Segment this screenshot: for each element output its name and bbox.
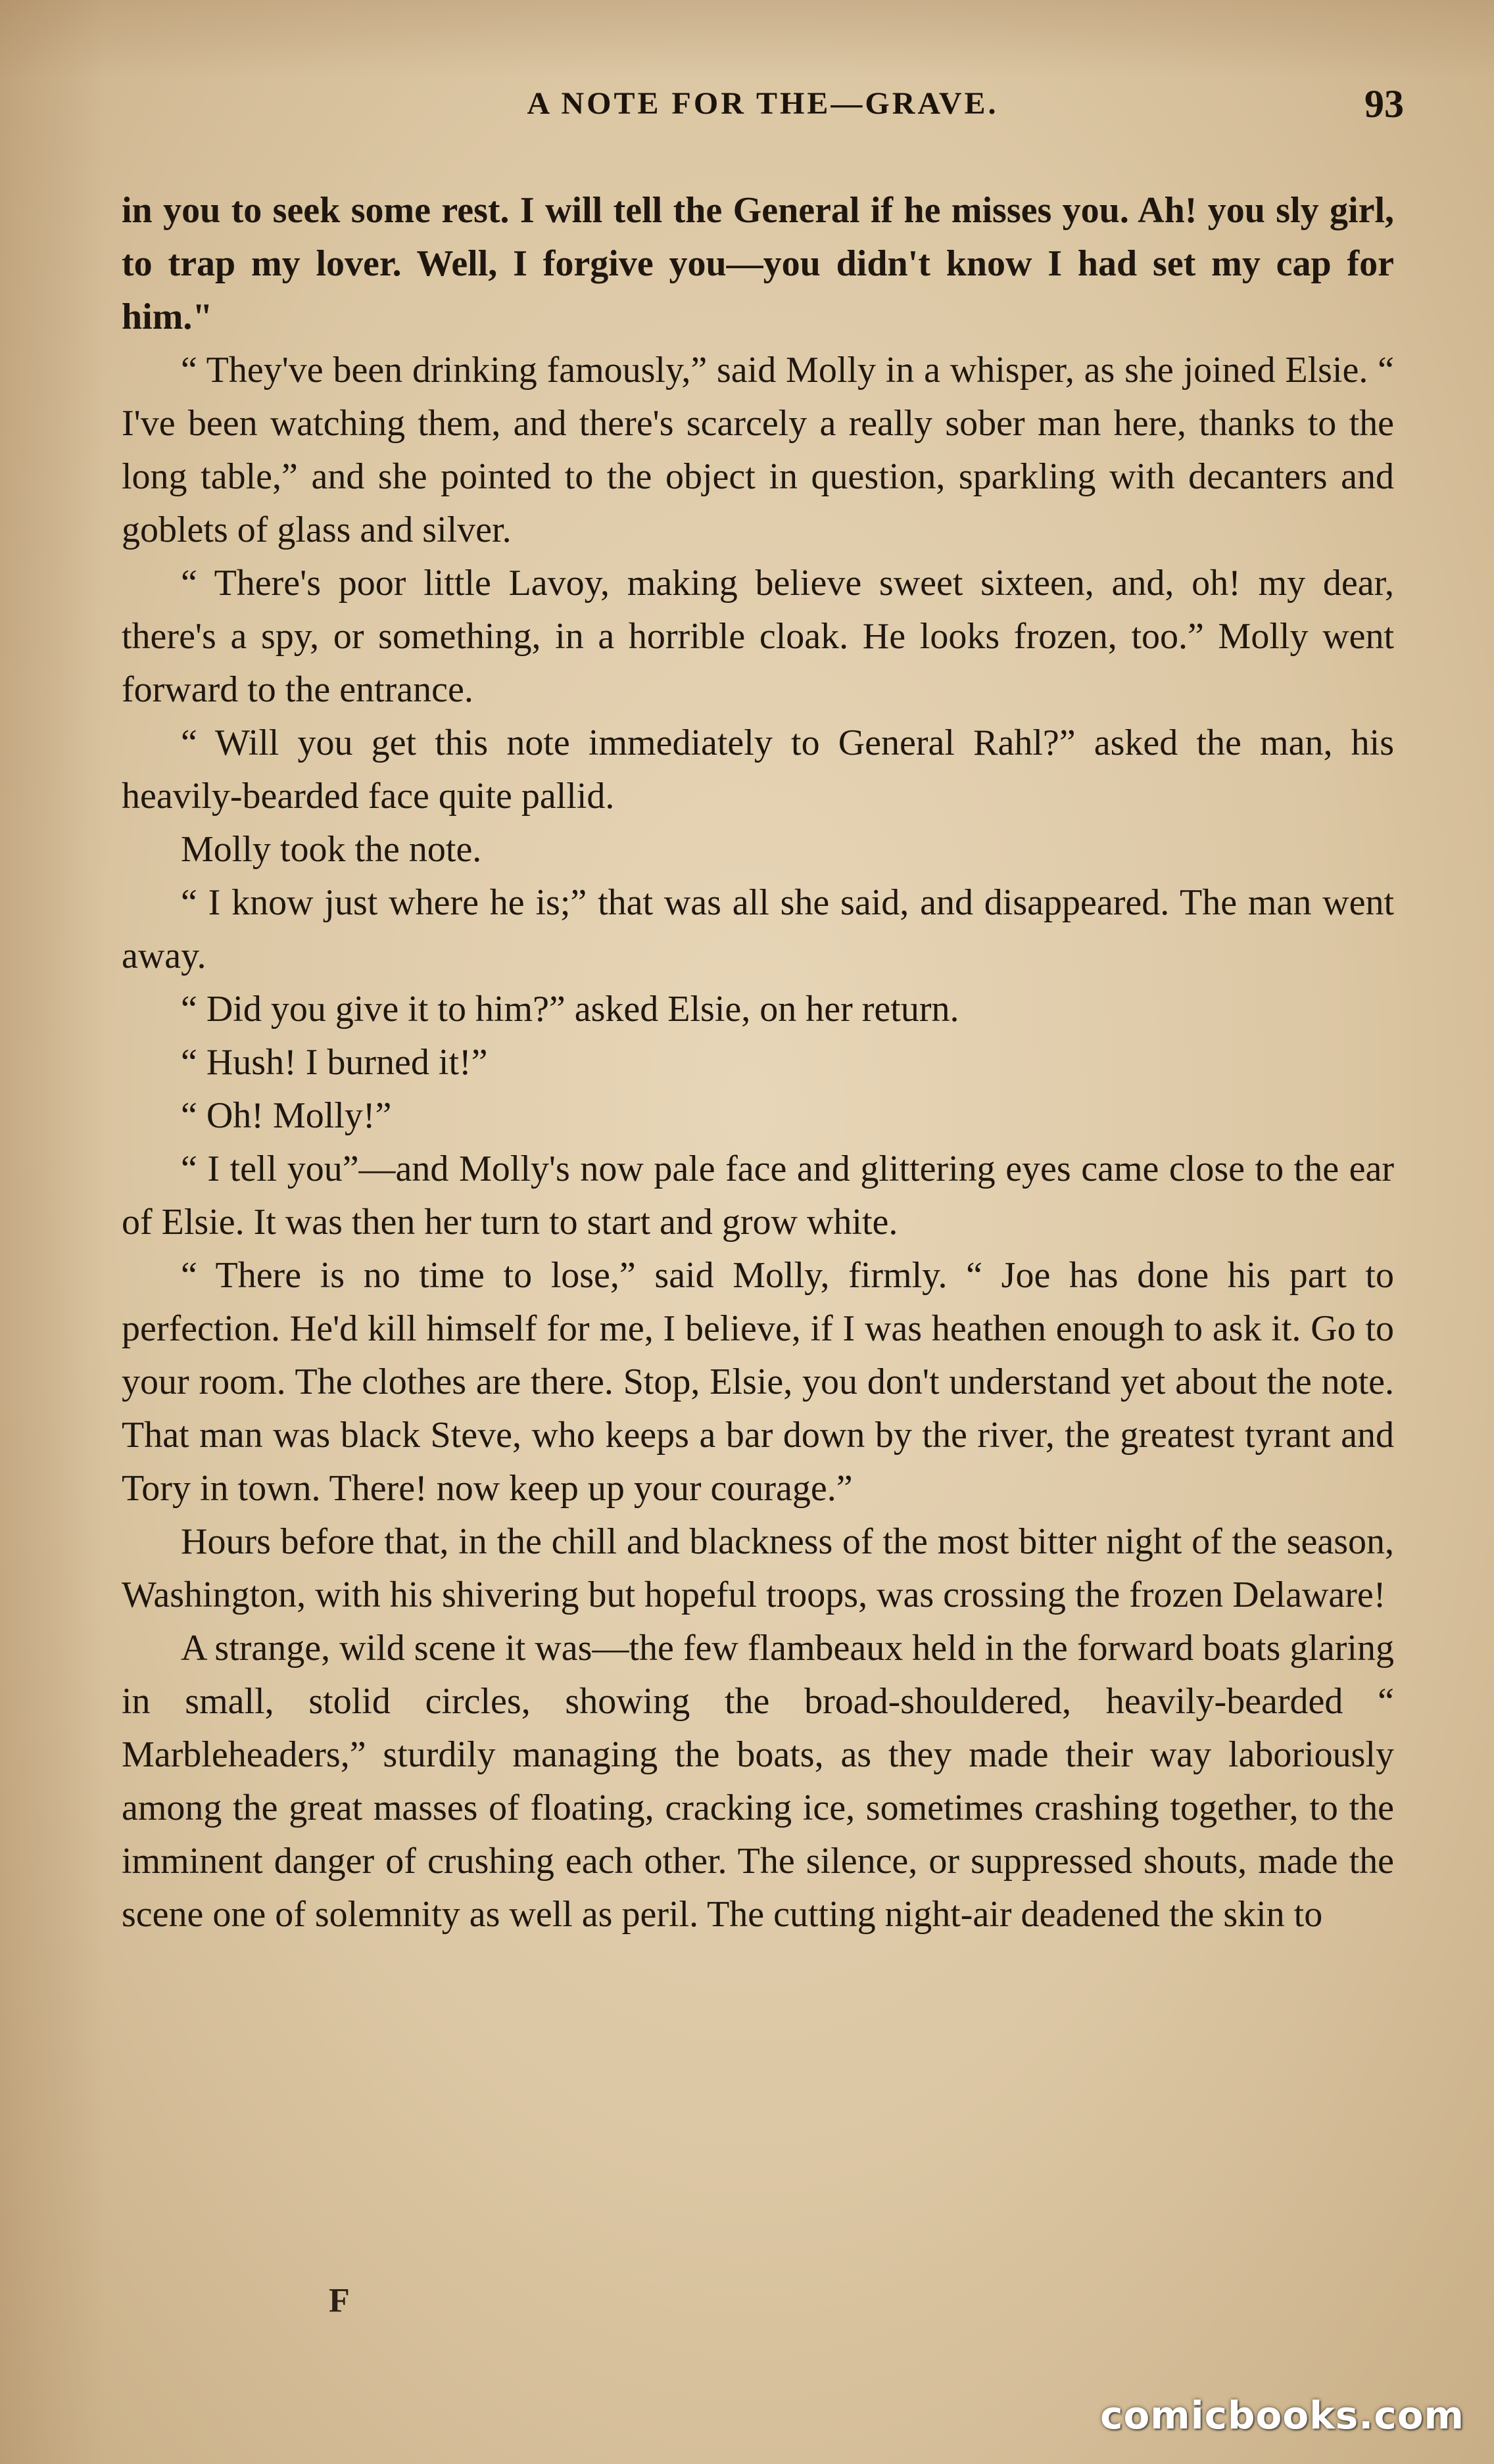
paragraph: “ Did you give it to him?” asked Elsie, on her return. — [181, 989, 959, 1030]
page-edge-shading — [0, 0, 105, 2464]
paragraph-continuation: in you to seek some rest. I will tell the General if he misses you. Ah! you sly girl, to trap my lover. Well, I forgive you—you didn't know I had set my cap for him." — [122, 190, 1394, 337]
paragraph: Hours before that, in the chill and blackness of the most bitter night of the season, Washington, with his shivering but hopeful troops, was crossing the frozen Delaware! — [122, 1521, 1394, 1615]
paragraph: “ There is no time to lose,” said Molly, firmly. “ Joe has done his part to perfection. He'd kill himself for me, I believe, if I was heathen enough to ask it. Go to your room. The clothes are there. Stop, Elsie, you don't understand yet about the note. That man was black Steve, who keeps a bar down by the river, the greatest tyrant and Tory in town. There! now keep up your courage.” — [122, 1255, 1394, 1509]
paragraph: A strange, wild scene it was—the few flambeaux held in the forward boats glaring in small, stolid circles, showing the broad-shouldered, heavily-bearded “ Marbleheaders,” sturdily managing the boats, as they made their way laboriously among the great masses of floating, cracking ice, sometimes crashing together, to the imminent danger of crushing each other. The silence, or suppressed shouts, made the scene one of solemnity as well as peril. The cutting night-air deadened the skin to — [122, 1628, 1394, 1935]
paragraph: “ There's poor little Lavoy, making believe sweet sixteen, and, oh! my dear, there's a spy, or something, in a horrible cloak. He looks frozen, too.” Molly went forward to the entrance. — [122, 563, 1394, 710]
paragraph: “ Will you get this note immediately to General Rahl?” asked the man, his heavily-bearded face quite pallid. — [122, 723, 1394, 817]
page-number: 93 — [1364, 82, 1404, 126]
watermark: comicbooks.com — [1100, 2393, 1464, 2438]
page-header — [122, 82, 1404, 138]
paragraph: “ I know just where he is;” that was all she said, and disappeared. The man went away. — [122, 882, 1394, 976]
page-top-shading — [0, 0, 1494, 79]
paragraph: “ I tell you”—and Molly's now pale face and glittering eyes came close to the ear of Elsie. It was then her turn to start and grow white. — [122, 1149, 1394, 1243]
body-text — [122, 184, 1394, 1941]
running-head: A NOTE FOR THE—GRAVE. — [527, 86, 999, 121]
paragraph: Molly took the note. — [181, 829, 482, 870]
paragraph: “ Oh! Molly!” — [181, 1095, 392, 1136]
paragraph: “ Hush! I burned it!” — [181, 1042, 488, 1083]
signature-mark: F — [329, 2282, 350, 2319]
paragraph: “ They've been drinking famously,” said Molly in a whisper, as she joined Elsie. “ I've been watching them, and there's scarcely a really sober man here, thanks to the long table,” and she pointed to the object in question, sparkling with decanters and goblets of glass and silver. — [122, 350, 1394, 550]
